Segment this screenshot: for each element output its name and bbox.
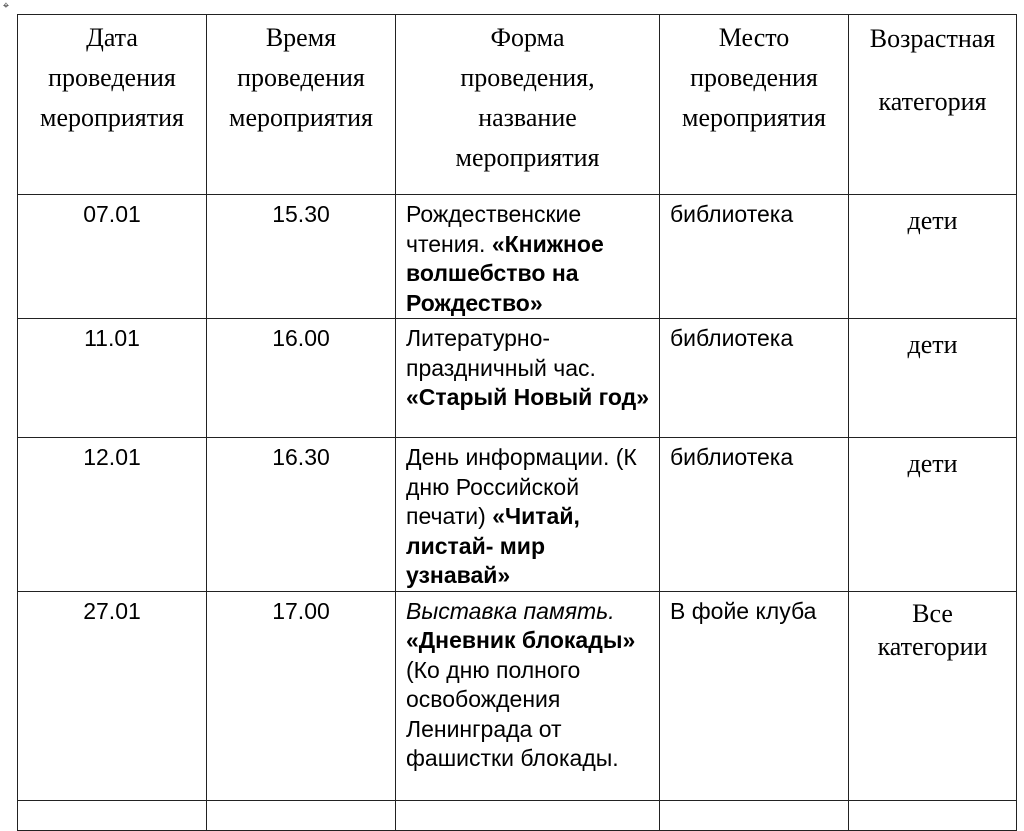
event-type: День информации. (К дню Российской печати) bbox=[406, 444, 637, 529]
header-form bbox=[396, 15, 660, 195]
header-place-line: мероприятия bbox=[681, 103, 826, 132]
event-title: «Дневник блокады» bbox=[406, 627, 636, 653]
header-date bbox=[18, 15, 207, 195]
cell-time: 15.30 bbox=[207, 195, 396, 319]
header-form-line: мероприятия bbox=[455, 143, 600, 172]
cell-place: В фойе клуба bbox=[660, 591, 849, 800]
table-move-handle-icon[interactable]: ⌖ bbox=[2, 0, 10, 12]
header-category bbox=[849, 15, 1017, 195]
header-time-line: мероприятия bbox=[228, 103, 373, 132]
table-row bbox=[18, 319, 1017, 438]
event-type: Выставка память. bbox=[406, 597, 615, 624]
cell-category: дети bbox=[849, 319, 1017, 438]
cell-place: библиотека bbox=[660, 195, 849, 319]
header-category-line: Возрастная bbox=[869, 24, 996, 53]
table-row bbox=[18, 438, 1017, 592]
table-row bbox=[18, 591, 1017, 800]
event-title: «Старый Новый год» bbox=[406, 384, 650, 410]
event-type: Рождественские чтения. bbox=[406, 201, 582, 257]
header-time-line: Время bbox=[265, 23, 337, 52]
header-form-line: название bbox=[478, 103, 577, 132]
event-type: Литературно-праздничный час. bbox=[406, 325, 596, 381]
cell-time: 17.00 bbox=[207, 591, 396, 800]
cell-date: 11.01 bbox=[18, 319, 207, 438]
cell-event bbox=[396, 195, 660, 319]
header-place-line: Место bbox=[718, 23, 790, 52]
header-form-line: проведения, bbox=[460, 63, 595, 92]
category-line: категории bbox=[877, 631, 988, 661]
header-form-line: Форма bbox=[490, 23, 565, 52]
event-title: «Книжное волшебство на Рождество» bbox=[406, 230, 604, 316]
header-place bbox=[660, 15, 849, 195]
event-note: (Ко дню полного освобождения Ленинграда от фашистки блокады. bbox=[406, 656, 619, 771]
header-place-line: проведения bbox=[690, 63, 818, 92]
cell-date: 07.01 bbox=[18, 195, 207, 319]
cell-event bbox=[396, 319, 660, 438]
cell-place: библиотека bbox=[660, 319, 849, 438]
cell-category bbox=[849, 591, 1017, 800]
header-date-line: проведения bbox=[48, 63, 176, 92]
category-line: Все bbox=[912, 598, 953, 628]
cell-date: 12.01 bbox=[18, 438, 207, 592]
cell-event bbox=[396, 438, 660, 592]
cell-category: дети bbox=[849, 195, 1017, 319]
cell-place: библиотека bbox=[660, 438, 849, 592]
header-time bbox=[207, 15, 396, 195]
cell-time: 16.30 bbox=[207, 438, 396, 592]
table-header-row bbox=[18, 15, 1017, 195]
table-row bbox=[18, 195, 1017, 319]
header-category-line: категория bbox=[878, 87, 987, 116]
header-date-line: мероприятия bbox=[39, 103, 184, 132]
events-table bbox=[17, 14, 1017, 831]
event-title: «Читай, листай- мир узнавай» bbox=[406, 503, 580, 588]
cell-time: 16.00 bbox=[207, 319, 396, 438]
cell-event bbox=[396, 591, 660, 800]
cell-date: 27.01 bbox=[18, 591, 207, 800]
header-date-line: Дата bbox=[86, 23, 138, 52]
cell-category: дети bbox=[849, 438, 1017, 592]
header-time-line: проведения bbox=[237, 63, 365, 92]
